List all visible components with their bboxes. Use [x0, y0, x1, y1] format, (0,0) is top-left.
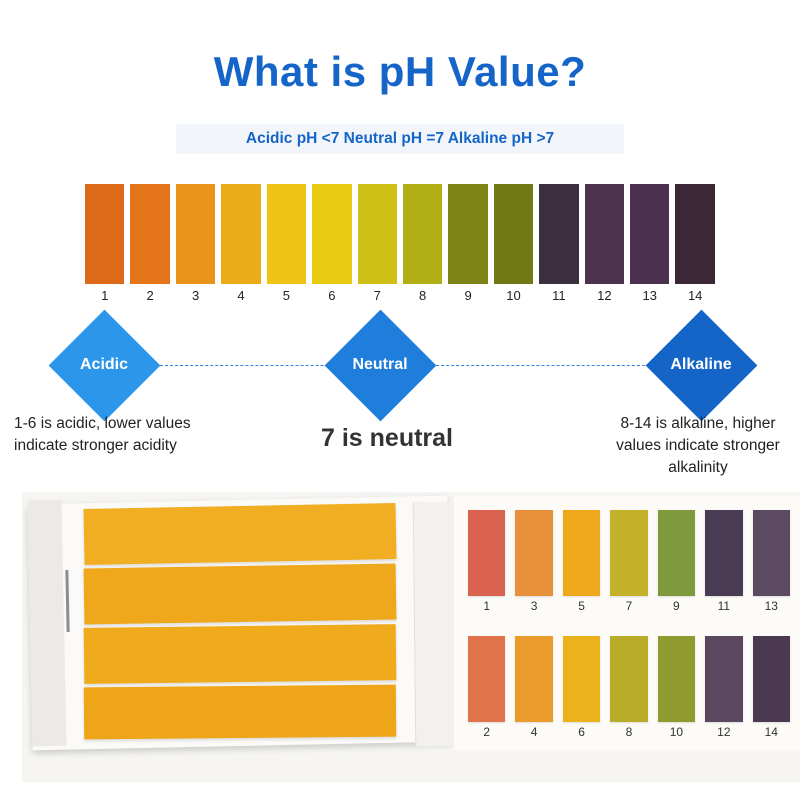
marker-alkaline-label: Alkaline [670, 356, 732, 373]
caption-alkaline: 8-14 is alkaline, higher values indicate stronger alkalinity [616, 415, 780, 476]
ph-label-7: 7 [373, 288, 381, 303]
ph-swatch-9 [448, 184, 487, 284]
ph-color-scale [85, 184, 715, 284]
ph-swatch-13 [630, 184, 669, 284]
reference-swatch-7 [610, 510, 647, 596]
ph-swatch-4 [221, 184, 260, 284]
reference-swatch-1 [468, 510, 505, 596]
ph-swatch-5 [267, 184, 306, 284]
ph-scale-labels [85, 288, 715, 303]
reference-swatch-4 [515, 636, 552, 722]
marker-acidic-label: Acidic [79, 356, 128, 373]
ph-swatch-14 [675, 184, 714, 284]
reference-swatch-9 [658, 510, 695, 596]
reference-label-10: 10 [669, 725, 684, 739]
reference-label-11: 11 [717, 599, 731, 613]
ph-swatch-3 [176, 184, 215, 284]
test-paper-strip [84, 685, 396, 740]
ph-label-4: 4 [237, 288, 245, 303]
reference-label-12: 12 [717, 725, 731, 739]
marker-acidic [48, 309, 160, 421]
reference-swatch-3 [515, 510, 552, 596]
ph-swatch-2 [130, 184, 169, 284]
booklet-spine [27, 500, 66, 747]
reference-label-13: 13 [764, 599, 778, 613]
reference-swatch-14 [753, 636, 790, 722]
test-paper-strip [84, 624, 397, 684]
ph-label-2: 2 [146, 288, 154, 303]
reference-swatch-2 [468, 636, 505, 722]
ph-swatch-6 [312, 184, 351, 284]
reference-label-7: 7 [625, 599, 633, 613]
reference-swatch-5 [563, 510, 600, 596]
ph-label-5: 5 [282, 288, 291, 303]
reference-swatch-12 [705, 636, 742, 722]
reference-label-8: 8 [625, 725, 633, 739]
reference-swatch-13 [753, 510, 790, 596]
ph-swatch-7 [358, 184, 397, 284]
reference-label-14: 14 [764, 725, 778, 739]
reference-label-9: 9 [673, 599, 680, 613]
ph-label-1: 1 [101, 288, 109, 303]
ph-label-14: 14 [687, 288, 703, 303]
reference-label-5: 5 [578, 599, 585, 613]
page-title: What is pH Value? [213, 48, 587, 95]
caption-neutral: 7 is neutral [321, 424, 453, 452]
reference-label-2: 2 [483, 725, 491, 739]
ph-label-10: 10 [506, 288, 521, 303]
ph-swatch-10 [494, 184, 533, 284]
ph-label-3: 3 [191, 288, 200, 303]
reference-row-odd-labels [468, 599, 790, 613]
reference-label-4: 4 [530, 725, 538, 739]
marker-alkaline [645, 309, 757, 421]
subtitle: Acidic pH <7 Neutral pH =7 Alkaline pH >7 [245, 130, 555, 147]
ph-label-12: 12 [597, 288, 612, 303]
ph-swatch-1 [85, 184, 124, 284]
test-paper-strip [83, 503, 396, 565]
reference-label-6: 6 [578, 725, 585, 739]
reference-swatch-10 [658, 636, 695, 722]
reference-row-even [468, 636, 790, 722]
ph-label-13: 13 [642, 288, 657, 303]
marker-neutral-label: Neutral [352, 356, 408, 373]
color-reference-sheet [454, 496, 800, 750]
ph-label-8: 8 [419, 288, 427, 303]
reference-row-even-labels [468, 725, 790, 739]
reference-swatch-11 [705, 510, 742, 596]
ph-label-6: 6 [328, 288, 336, 303]
ph-swatch-8 [403, 184, 442, 284]
ph-label-9: 9 [464, 288, 472, 303]
ph-swatch-11 [539, 184, 578, 284]
reference-swatch-6 [563, 636, 600, 722]
product-photo [22, 492, 800, 782]
ph-label-11: 11 [552, 288, 566, 303]
ph-swatch-12 [585, 184, 624, 284]
booklet-fold [413, 502, 459, 746]
marker-neutral [324, 309, 436, 421]
reference-row-odd [468, 510, 790, 596]
test-paper-strip [84, 564, 397, 625]
reference-label-1: 1 [483, 599, 491, 613]
caption-acidic: 1-6 is acidic, lower values indicate stronger acidity [14, 415, 191, 454]
reference-label-3: 3 [530, 599, 538, 613]
reference-swatch-8 [610, 636, 647, 722]
